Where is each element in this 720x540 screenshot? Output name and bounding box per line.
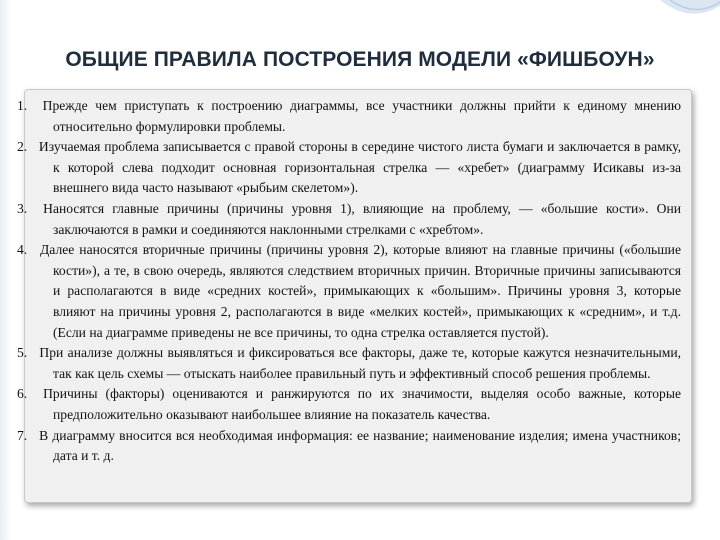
rule-item: 4. Далее наносятся вторичные причины (причины уровня 2), которые влияют на главные причины («большие кости»), а те, в свою очередь, являются следствием вторичных причин. Вторичные причины записываются и располагаются в виде «средних костей», примыкающих к «большим». Причины уровня 3, которые влияют на причины уровня 2, располагаются в виде «мелких костей», примыкающих к «средним», и т.д. (Если на диаграмме приведены не все причины, то одна стрелка оставляется пустой). — [17, 242, 681, 340]
left-edge-decoration — [0, 0, 12, 540]
slide-title: ОБЩИЕ ПРАВИЛА ПОСТРОЕНИЯ МОДЕЛИ «ФИШБОУН» — [65, 48, 655, 71]
rule-item: 5. При анализе должны выявляться и фиксироваться все факторы, даже те, которые кажутся незначительными, так как цель схемы — отыскать наиболее правильный путь и эффективный способ решения проблемы. — [17, 345, 682, 381]
rule-item: 1. Прежде чем приступать к построению диаграммы, все участники должны прийти к единому мнению относительно формулировки проблемы. — [17, 98, 681, 134]
rule-text: В диаграмму вносится вся необходимая информация: ее название; наименование изделия; имена участников; дата и т. д. — [39, 427, 681, 464]
rule-text: Причины (факторы) оцениваются и ранжируются по их значимости, выделяя особо важные, которые предположительно оказывают наибольшее влияние на показатель качества. — [43, 386, 681, 422]
rule-item: 2. Изучаемая проблема записывается с правой стороны в середине чистого листа бумаги и заключается в рамку, к которой слева подходит основная горизонтальная стрелка — «хребет» (диаграмму Исикавы из-за внешнего вида часто называют «рыбьим скелетом»). — [17, 139, 681, 196]
rule-text: Далее наносятся вторичные причины (причины уровня 2), которые влияют на главные причины («большие кости»), а те, в свою очередь, являются следствием вторичных причин. Вторичные причины записываются и располагаются в виде «средних костей», примыкающих к «большим». Причины уровня 3, которые влияют на причины уровня 2, располагаются в виде «мелких костей», примыкающих к «средним», и т.д. (Если на диаграмме приведены не все причины, то одна стрелка оставляется пустой). — [40, 242, 681, 340]
rule-text: Прежде чем приступать к построению диаграммы, все участники должны прийти к единому мнению относительно формулировки проблемы. — [42, 98, 681, 134]
rule-item: 7. В диаграмму вносится вся необходимая информация: ее название; наименование изделия; имена участников; дата и т. д. — [17, 427, 681, 464]
rule-item: 3. Наносятся главные причины (причины уровня 1), влияющие на проблему, — «большие кости». Они заключаются в рамки и соединяются наклонными стрелками с «хребтом». — [17, 200, 681, 237]
rule-item: 6. Причины (факторы) оцениваются и ранжируются по их значимости, выделяя особо важные, которые предположительно оказывают наибольшее влияние на показатель качества. — [17, 386, 681, 422]
rule-text: Изучаемая проблема записывается с правой стороны в середине чистого листа бумаги и заключается в рамку, к которой слева подходит основная горизонтальная стрелка — «хребет» (диаграмму Исикавы из-за внешнего вида часто называют «рыбьим скелетом»). — [38, 139, 681, 196]
rules-panel — [17, 89, 692, 503]
corner-swoosh-decoration — [660, 0, 720, 30]
rule-text: При анализе должны выявляться и фиксироваться все факторы, даже те, которые кажутся незначительными, так как цель схемы — отыскать наиболее правильный путь и эффективный способ решения проблемы. — [39, 345, 682, 381]
rule-text: Наносятся главные причины (причины уровня 1), влияющие на проблему, — «большие кости». Они заключаются в рамки и соединяются наклонными стрелками с «хребтом». — [43, 200, 681, 237]
